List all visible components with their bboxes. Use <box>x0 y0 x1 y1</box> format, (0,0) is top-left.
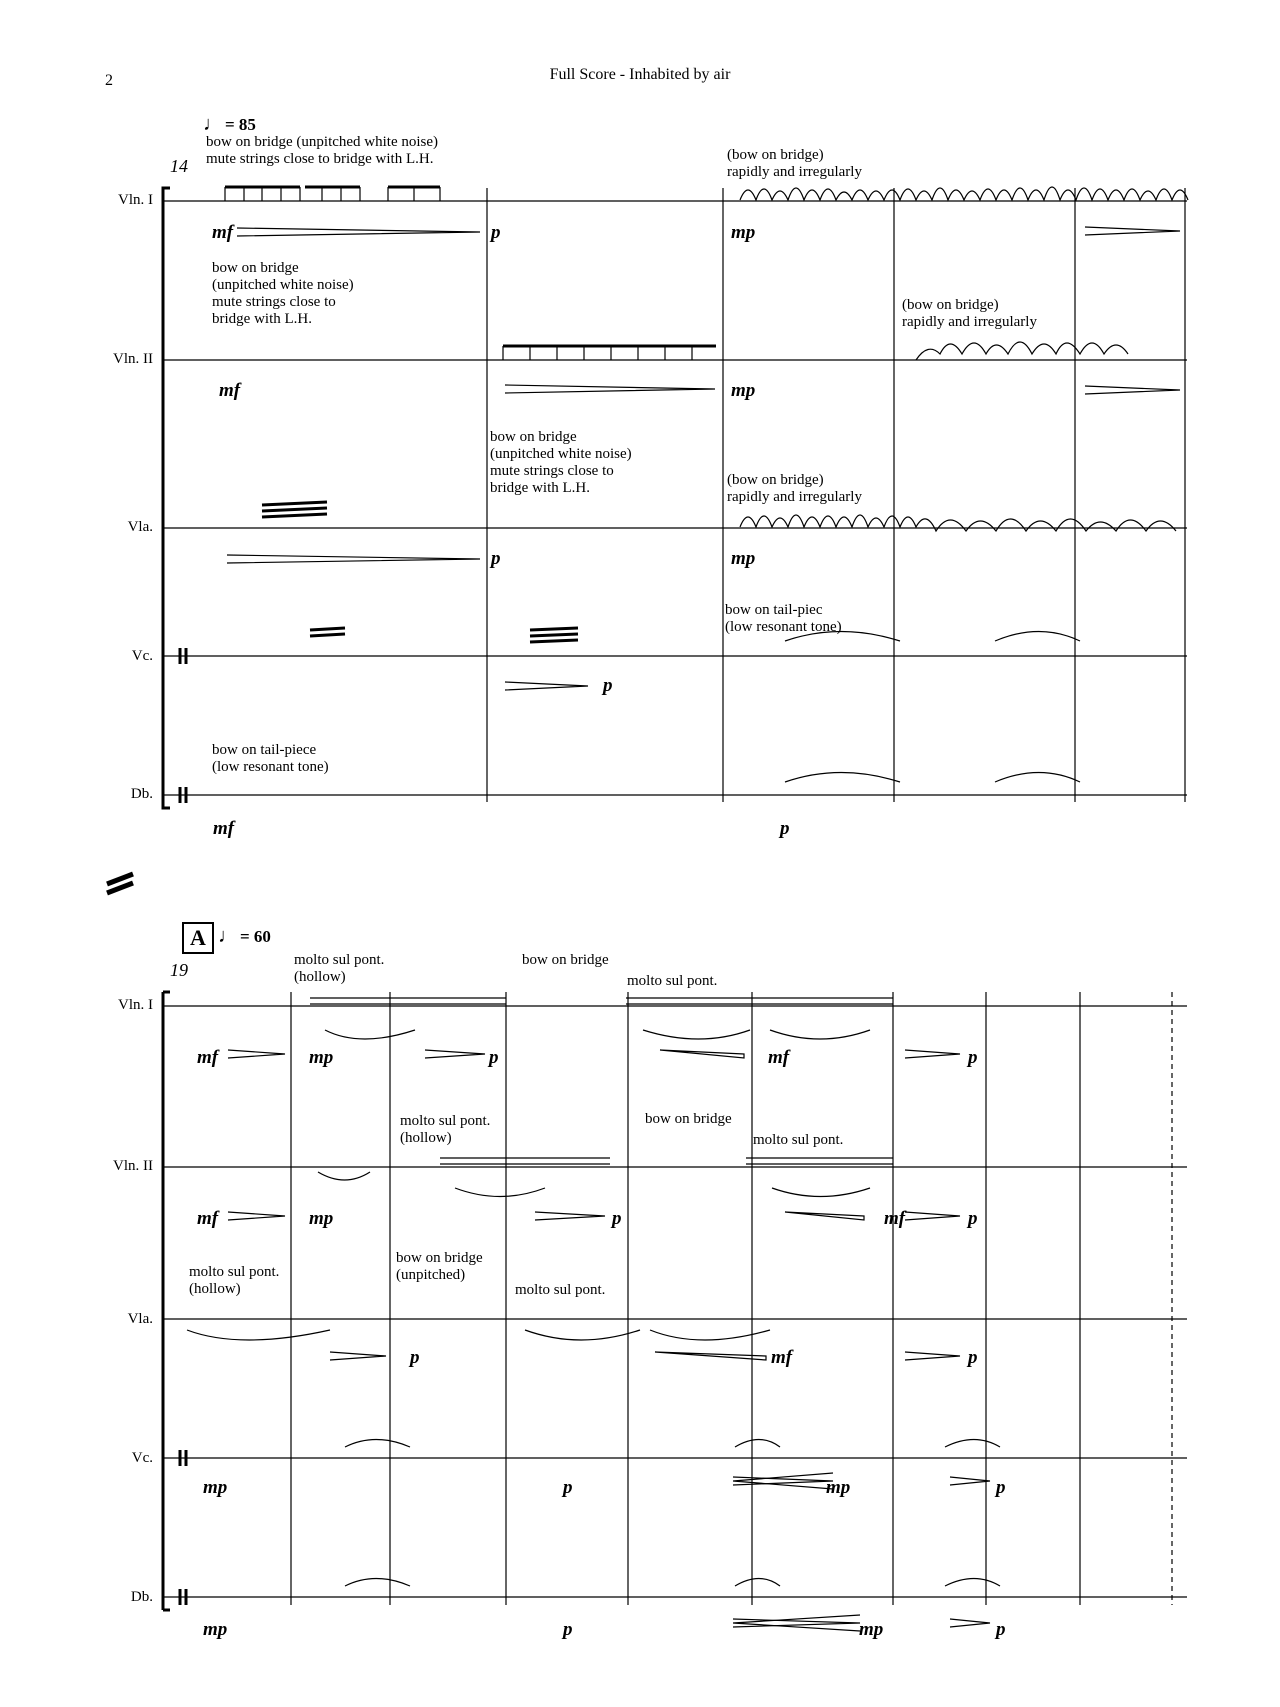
dynamic-mark: mf <box>219 380 241 401</box>
tie <box>770 1030 870 1039</box>
instruction-vln1-molto: molto sul pont. (hollow) <box>294 952 385 985</box>
beamed-notes-vln1 <box>225 187 440 201</box>
tie <box>785 773 900 783</box>
dynamic-mark: p <box>612 1208 622 1229</box>
dynamic-mark: p <box>491 222 501 243</box>
instruction-db-tailpiece: bow on tail-piece (low resonant tone) <box>212 742 329 775</box>
dynamic-mark: mp <box>859 1619 884 1640</box>
instrument-label-vc: Vc. <box>131 648 153 664</box>
hairpin <box>425 1050 485 1058</box>
hairpin <box>905 1352 960 1360</box>
measure-number-19: 19 <box>170 960 188 980</box>
tie <box>643 1030 750 1039</box>
hairpin <box>237 228 480 236</box>
hairpin <box>330 1352 386 1360</box>
instruction-vc-tailpiece: bow on tail-piec (low resonant tone) <box>725 602 842 635</box>
instruction-vla-molto: molto sul pont. (hollow) <box>189 1264 280 1297</box>
instruction-vln1-bow-on-bridge: bow on bridge <box>522 952 609 968</box>
dynamic-mark: p <box>489 1047 499 1068</box>
dynamic-mark: mf <box>212 222 234 243</box>
tie <box>735 1579 780 1587</box>
instruction-vln1-bow-on-bridge: bow on bridge (unpitched white noise) mute strings close to bridge with L.H. <box>206 134 439 167</box>
rehearsal-mark-a: A <box>182 922 214 954</box>
dynamic-mark: mp <box>826 1477 851 1498</box>
dynamic-mark: mp <box>731 548 756 569</box>
hairpin <box>1085 227 1180 235</box>
hairpin <box>950 1477 990 1485</box>
dynamic-mark: mp <box>731 222 756 243</box>
instruction-vln2-molto-2: molto sul pont. <box>753 1132 844 1148</box>
instruction-vla-bow-on-bridge: bow on bridge (unpitched) <box>396 1250 483 1283</box>
dynamic-mark: p <box>996 1619 1006 1640</box>
tie <box>318 1172 370 1180</box>
system-1-graphics <box>107 187 1188 893</box>
instruction-vln2-molto: molto sul pont. (hollow) <box>400 1113 491 1146</box>
instrument-label-db: Db. <box>130 786 153 802</box>
dynamic-mark: p <box>491 548 501 569</box>
tie <box>345 1440 410 1448</box>
treble-staff-fragment <box>310 998 893 1164</box>
percussion-clef <box>180 648 186 803</box>
dynamic-mark: p <box>603 675 613 696</box>
tie <box>187 1330 330 1340</box>
hairpin <box>505 682 588 690</box>
tie <box>735 1440 780 1448</box>
instrument-label-db-s2: Db. <box>130 1589 153 1605</box>
dynamic-mark: mp <box>203 1477 228 1498</box>
dynamic-mark: mf <box>197 1208 219 1229</box>
tie <box>785 632 900 642</box>
instrument-label-vc-s2: Vc. <box>131 1450 153 1466</box>
dynamic-mark: mf <box>771 1347 793 1368</box>
tie <box>945 1440 1000 1448</box>
measure-number-14: 14 <box>170 156 188 176</box>
dynamic-mark: mp <box>203 1619 228 1640</box>
system-divider <box>107 874 133 893</box>
hairpin <box>733 1619 860 1627</box>
tremolo-vla <box>262 502 327 517</box>
tie <box>995 773 1080 783</box>
beamed-notes-vln2 <box>503 346 716 360</box>
tie <box>525 1330 640 1340</box>
hairpin <box>655 1352 766 1360</box>
instruction-vla-rapidly: (bow on bridge) rapidly and irregularly <box>727 472 862 505</box>
hairpin <box>227 555 480 563</box>
tremolo-vc <box>310 628 578 642</box>
dynamic-mark: p <box>563 1619 573 1640</box>
instruction-vln1-molto-2: molto sul pont. <box>627 973 718 989</box>
hairpin <box>228 1212 285 1220</box>
instrument-label-vln1: Vln. I <box>118 192 153 208</box>
tempo-marking-1: ♩ = 85 <box>203 113 256 135</box>
dynamic-mark: mf <box>197 1047 219 1068</box>
hairpin <box>228 1050 285 1058</box>
tie <box>345 1579 410 1587</box>
instrument-label-vln1-s2: Vln. I <box>118 997 153 1013</box>
hairpin <box>950 1619 990 1627</box>
hairpin <box>733 1477 833 1485</box>
wavy-line-vln2 <box>916 342 1128 360</box>
tie <box>455 1188 545 1197</box>
instruction-vln1-rapidly: (bow on bridge) rapidly and irregularly <box>727 147 862 180</box>
score-title: Full Score - Inhabited by air <box>549 66 731 83</box>
dynamic-mark: mp <box>731 380 756 401</box>
hairpin <box>505 385 715 393</box>
dynamic-mark: mf <box>884 1208 906 1229</box>
hairpin <box>1085 386 1180 394</box>
tie <box>995 632 1080 642</box>
dynamic-mark: mf <box>768 1047 790 1068</box>
instruction-vln2-bow-on-bridge: bow on bridge (unpitched white noise) mute strings close to bridge with L.H. <box>212 260 354 327</box>
dynamic-mark: p <box>968 1347 978 1368</box>
dynamic-mark: mf <box>213 818 235 839</box>
instrument-label-vln2-s2: Vln. II <box>113 1158 153 1174</box>
system-2-graphics <box>163 992 1187 1631</box>
hairpin <box>905 1212 960 1220</box>
hairpin <box>535 1212 605 1220</box>
dynamic-mark: p <box>996 1477 1006 1498</box>
dynamic-mark: p <box>968 1047 978 1068</box>
dynamic-mark: p <box>410 1347 420 1368</box>
dynamic-mark: mp <box>309 1208 334 1229</box>
percussion-clef <box>180 1450 186 1605</box>
hairpin <box>660 1050 744 1058</box>
tie <box>325 1030 415 1039</box>
hairpin <box>785 1212 864 1220</box>
wavy-line-vln1 <box>740 187 1188 200</box>
instruction-vln2-bow-on-bridge: bow on bridge <box>645 1111 732 1127</box>
hairpin <box>905 1050 960 1058</box>
dynamic-mark: p <box>563 1477 573 1498</box>
tie <box>945 1579 1000 1587</box>
dynamic-mark: p <box>968 1208 978 1229</box>
dynamic-mark: mp <box>309 1047 334 1068</box>
page-number: 2 <box>105 72 113 89</box>
instrument-label-vln2: Vln. II <box>113 351 153 367</box>
instruction-vla-molto-2: molto sul pont. <box>515 1282 606 1298</box>
tie <box>772 1188 870 1197</box>
instrument-label-vla-s2: Vla. <box>127 1311 153 1327</box>
tempo-marking-2: ♩ = 60 <box>218 925 271 947</box>
instrument-label-vla: Vla. <box>127 519 153 535</box>
dynamic-mark: p <box>780 818 790 839</box>
instruction-vln2-rapidly: (bow on bridge) rapidly and irregularly <box>902 297 1037 330</box>
instruction-vla-bow-on-bridge: bow on bridge (unpitched white noise) mute strings close to bridge with L.H. <box>490 429 632 496</box>
